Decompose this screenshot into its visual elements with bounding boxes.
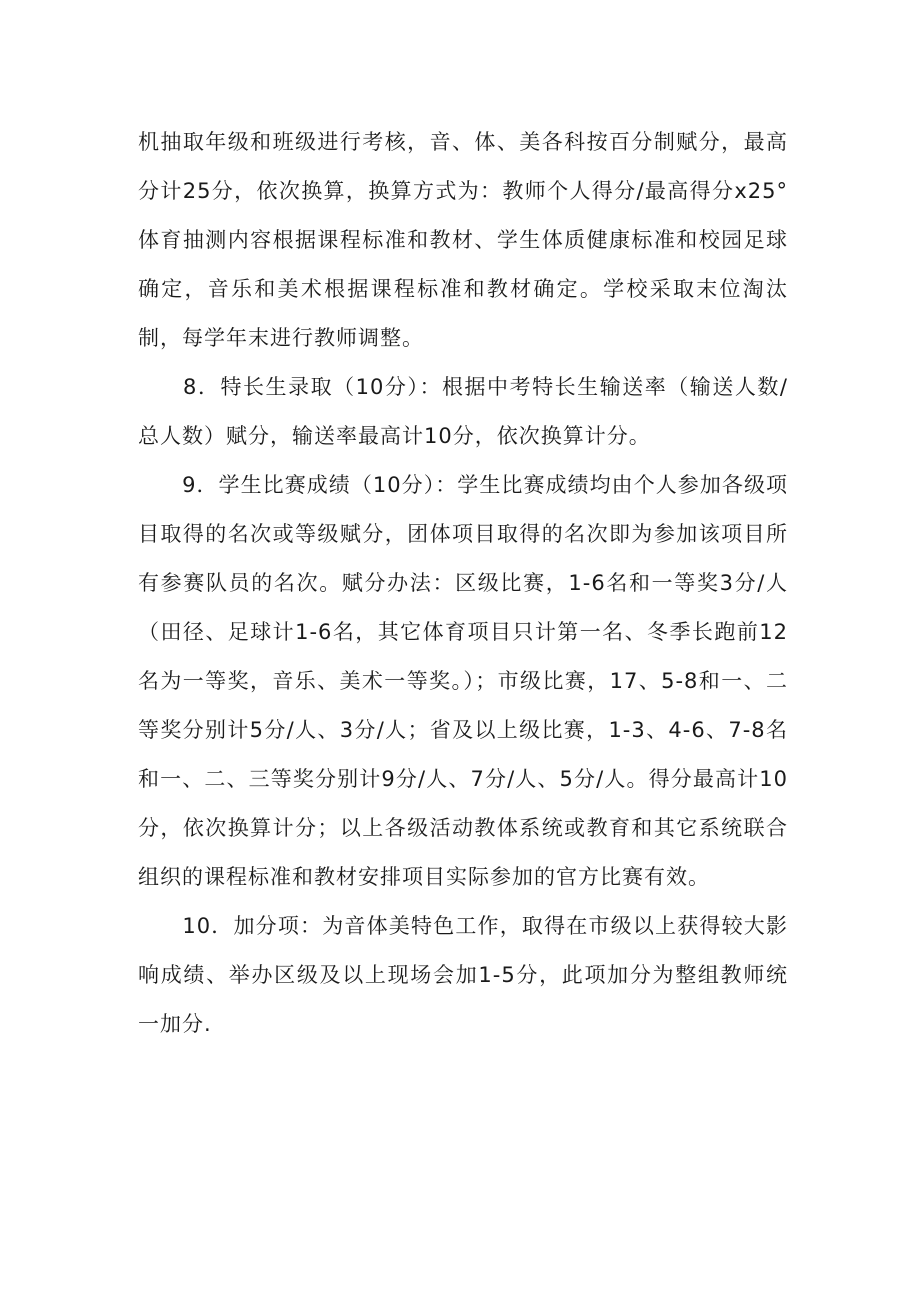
paragraph-item-8-specialty-admission: 8．特长生录取（10分）：根据中考特长生输送率（输送人数/总人数）赋分，输送率最高计10分，依次换算计分。 bbox=[138, 375, 788, 448]
paragraph-continued-assessment: 机抽取年级和班级进行考核，音、体、美各科按百分制赋分，最高分计25分，依次换算，换算方式为：教师个人得分/最高得分x25°体育抽测内容根据课程标准和教材、学生体质健康标准和校园足球确定，音乐和美术根据课程标准和教材确定。学校采取末位淘汰制，每学年末进行教师调整。 bbox=[138, 130, 788, 350]
paragraph-item-9-competition-results: 9．学生比赛成绩（10分）：学生比赛成绩均由个人参加各级项目取得的名次或等级赋分，团体项目取得的名次即为参加该项目所有参赛队员的名次。赋分办法：区级比赛，1-6名和一等奖3分/人（田径、足球计1-6名，其它体育项目只计第一名、冬季长跑前12名为一等奖，音乐、美术一等奖。）；市级比赛，17、5-8和一、二等奖分别计5分/人、3分/人；省及以上级比赛，1-3、4-6、7-8名和一、二、三等奖分别计9分/人、7分/人、5分/人。得分最高计10分，依次换算计分；以上各级活动教体系统或教育和其它系统联合组织的课程标准和教材安排项目实际参加的官方比赛有效。 bbox=[138, 473, 788, 889]
document-body bbox=[138, 118, 788, 1049]
paragraph-item-10-bonus-points: 10．加分项：为音体美特色工作，取得在市级以上获得较大影响成绩、举办区级及以上现场会加1-5分，此项加分为整组教师统一加分. bbox=[138, 914, 788, 1036]
